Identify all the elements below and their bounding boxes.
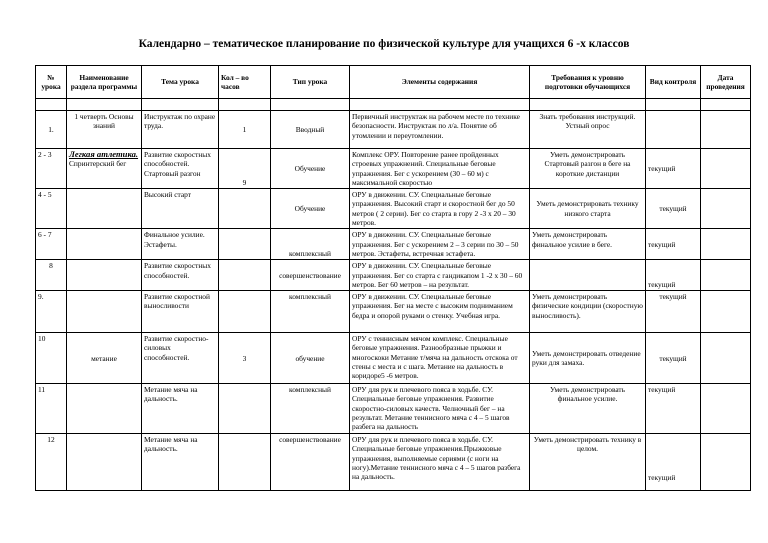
content-elements: ОРУ в движении. СУ. Специальные беговые упражнения. Бег на месте с высоким подниманием бедра и опорой руками о стенку. Учебная игра. xyxy=(350,291,530,333)
header-date: Дата проведения xyxy=(701,66,751,99)
header-section: Наименование раздела программы xyxy=(67,66,142,99)
hours-count xyxy=(219,434,271,491)
header-content: Элементы содержания xyxy=(350,66,530,99)
lesson-topic: Развитие скоростно-силовых способностей. xyxy=(142,333,219,384)
lesson-type: Вводный xyxy=(271,111,350,149)
lesson-num: 11 xyxy=(36,384,67,434)
table-row xyxy=(36,333,751,384)
lesson-num: 2 - 3 xyxy=(36,149,67,189)
content-elements: ОРУ для рук и плечевого пояса в ходьбе. СУ. Специальные беговые упражнения. Развитие скоростно-силовых качеств. Челночный бег – на результат. Метание теннисного мяча с 4 – 5 шагов разбега на дальность xyxy=(350,384,530,434)
control-type: текущий xyxy=(646,260,701,291)
table-row xyxy=(36,384,751,434)
table-row xyxy=(36,189,751,229)
hours-count xyxy=(219,149,271,189)
control-type xyxy=(646,111,701,149)
lesson-topic: Метание мяча на дальность. xyxy=(142,434,219,491)
requirements: Уметь демонстрировать отведение руки для замаха. xyxy=(530,333,646,384)
hours-count xyxy=(219,384,271,434)
lesson-num: 10 xyxy=(36,333,67,384)
section-name: 1 четверть Основы знаний xyxy=(67,111,142,149)
lesson-topic: Развитие скоростной выносливости xyxy=(142,291,219,333)
lesson-type: обучение xyxy=(271,333,350,384)
content-elements: ОРУ для рук и плечевого пояса в ходьбе. СУ. Специальные беговые упражнения.Прыжковые упражнения, выполняемые сериями (с ноги на ногу).Метание теннисного мяча с 4 – 5 шагов разбега на дальность. xyxy=(350,434,530,491)
content-elements: ОРУ в движении. СУ. Специальные беговые упражнения. Высокий старт и скоростной бег до 50 метров ( 2 серии). Бег со старта в гору 2 -3 х 20 – 30 метров. xyxy=(350,189,530,229)
content-elements: Первичный инструктаж на рабочем месте по технике безопасности. Инструктаж по л/а. Понятие об утомлении и переутомлении. xyxy=(350,111,530,149)
page-title: Календарно – тематическое планирование по физической культуре для учащихся 6 -х классов xyxy=(138,38,630,50)
spacer-row xyxy=(36,99,751,111)
header-control: Вид контроля xyxy=(646,66,701,99)
section-name: метание xyxy=(67,333,142,384)
table-row xyxy=(36,229,751,260)
table-row xyxy=(36,149,751,189)
date-cell xyxy=(701,333,751,384)
control-type: текущий xyxy=(646,384,701,434)
hours-count xyxy=(219,291,271,333)
section-heading: Легкая атлетика. xyxy=(69,149,139,159)
lesson-topic: Развитие скоростных способностей. xyxy=(142,260,219,291)
header-requirements: Требования к уровню подготовки обучающихся xyxy=(530,66,646,99)
requirements: Уметь демонстрировать физические кондиции (скоростную выносливость). xyxy=(530,291,646,333)
section-name xyxy=(67,229,142,260)
header-type: Тип урока xyxy=(271,66,350,99)
lesson-plan-table xyxy=(35,65,751,491)
header-topic: Тема урока xyxy=(142,66,219,99)
content-elements: ОРУ с теннисным мячом комплекс. Специальные беговые упражнения. Разнообразные прыжки и многоскоки Метание т/мяча на дальность отскока от стены с места и с шага. Метание на дальность в коридоре5 -6 метров. xyxy=(350,333,530,384)
date-cell xyxy=(701,260,751,291)
lesson-topic: Развитие скоростных способностей. Стартовый разгон xyxy=(142,149,219,189)
lesson-num: 8 xyxy=(36,260,67,291)
hours-value: 9 xyxy=(242,177,247,187)
date-cell xyxy=(701,229,751,260)
lesson-type: Обучение xyxy=(271,149,350,189)
requirements: Уметь демонстрировать технику в целом. xyxy=(530,434,646,491)
control-type: текущий xyxy=(646,189,701,229)
table-row xyxy=(36,111,751,149)
section-name xyxy=(67,434,142,491)
lesson-num: 9. xyxy=(36,291,67,333)
date-cell xyxy=(701,434,751,491)
lesson-type: совершенствование xyxy=(271,260,350,291)
date-cell xyxy=(701,291,751,333)
hours-count xyxy=(219,260,271,291)
lesson-type: комплексный xyxy=(271,291,350,333)
hours-count xyxy=(219,189,271,229)
lesson-num: 12 xyxy=(36,434,67,491)
section-name xyxy=(67,149,142,189)
lesson-num: 6 - 7 xyxy=(36,229,67,260)
requirements: Уметь демонстрировать Стартовый разгон в беге на короткие дистанции xyxy=(530,149,646,189)
control-type: текущий xyxy=(646,434,701,491)
requirements: Уметь демонстрировать финальное усилие. xyxy=(530,384,646,434)
section-subtitle: Спринтерский бег xyxy=(69,159,127,169)
lesson-topic: Метание мяча на дальность. xyxy=(142,384,219,434)
lesson-topic: Финальное усилие. Эстафеты. xyxy=(142,229,219,260)
requirements: Уметь демонстрировать финальное усилие в беге. xyxy=(530,229,646,260)
section-name xyxy=(67,189,142,229)
table-row xyxy=(36,291,751,333)
control-type: текущий xyxy=(646,291,701,333)
control-type: текущий xyxy=(646,333,701,384)
section-name xyxy=(67,260,142,291)
requirements: Уметь демонстрировать технику низкого старта xyxy=(530,189,646,229)
lesson-type: комплексный xyxy=(271,229,350,260)
control-type: текущий xyxy=(646,149,701,189)
header-hours: Кол – во часов xyxy=(219,66,271,99)
date-cell xyxy=(701,149,751,189)
table-row xyxy=(36,434,751,491)
content-elements: Комплекс ОРУ. Повторение ранее пройденных строевых упражнений. Специальные беговые упражнения. Бег с ускорением (30 – 60 м) с максимальной скоростью xyxy=(350,149,530,189)
section-name xyxy=(67,384,142,434)
hours-count: 1 xyxy=(219,111,271,149)
lesson-num: 4 - 5 xyxy=(36,189,67,229)
hours-count: 3 xyxy=(219,333,271,384)
requirements: Знать требования инструкций. Устный опрос xyxy=(530,111,646,149)
header-row xyxy=(36,66,751,99)
lesson-topic: Высокий старт xyxy=(142,189,219,229)
lesson-topic: Инструктаж по охране труда. xyxy=(142,111,219,149)
section-name xyxy=(67,291,142,333)
lesson-type: комплексный xyxy=(271,384,350,434)
content-elements: ОРУ в движении. СУ. Специальные беговые упражнения. Бег с ускорением 2 – 3 серии по 30 – 50 метров. Эстафеты, встречная эстафета. xyxy=(350,229,530,260)
lesson-type: Обучение xyxy=(271,189,350,229)
lesson-num: 1. xyxy=(36,111,67,149)
date-cell xyxy=(701,189,751,229)
content-elements: ОРУ в движении. СУ. Специальные беговые упражнения. Бег со старта с гандикапом 1 -2 х 30 – 60 метров. Бег 60 метров – на результат. xyxy=(350,260,530,291)
requirements xyxy=(530,260,646,291)
hours-count xyxy=(219,229,271,260)
table-row xyxy=(36,260,751,291)
header-num: № урока xyxy=(36,66,67,99)
lesson-type: совершенствование xyxy=(271,434,350,491)
date-cell xyxy=(701,384,751,434)
date-cell xyxy=(701,111,751,149)
control-type: текущий xyxy=(646,229,701,260)
